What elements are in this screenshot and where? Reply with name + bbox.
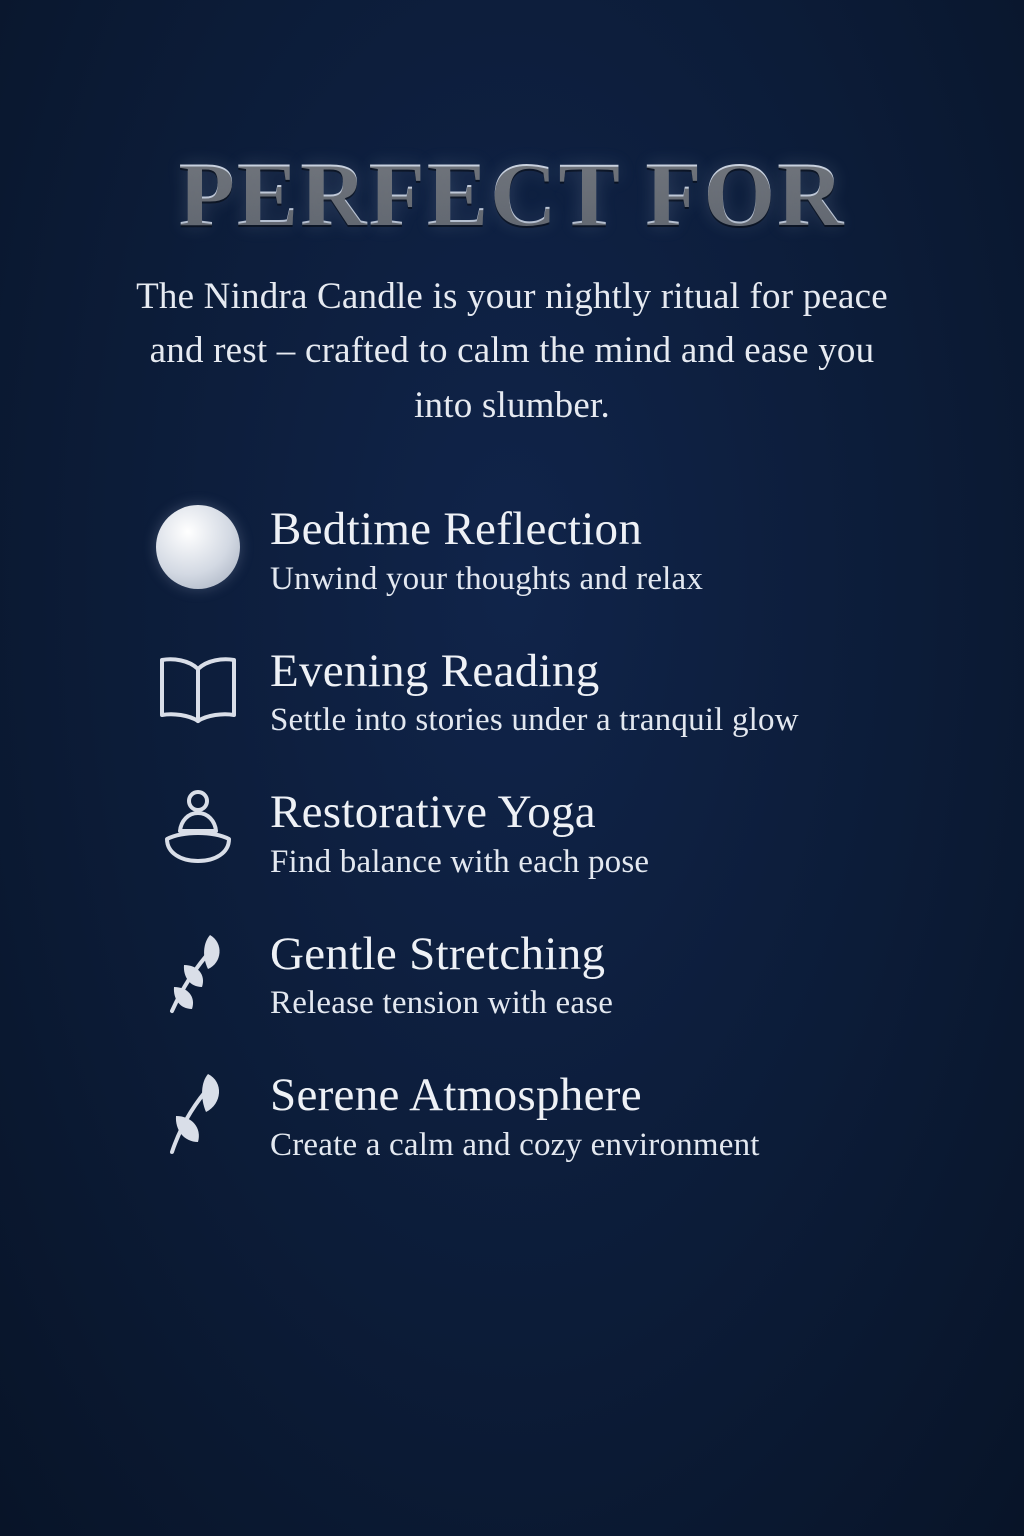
list-item-text: [270, 643, 1024, 741]
list-item: [0, 1067, 1024, 1165]
list-item-text: [270, 784, 1024, 882]
leaf-sprig-icon: [150, 1067, 246, 1159]
meditating-person-icon: [150, 784, 246, 876]
list-item-text: [270, 501, 1024, 599]
list-item-title: Evening Reading: [270, 644, 600, 697]
list-item-subtitle: Settle into stories under a tranquil glow: [270, 702, 799, 739]
list-item-subtitle: Create a calm and cozy environment: [270, 1127, 760, 1163]
list-item-title: Restorative Yoga: [270, 786, 596, 839]
open-book-icon: [150, 643, 246, 735]
benefits-list: [0, 501, 1024, 1165]
leaf-branch-icon: [150, 926, 246, 1018]
list-item-title: Bedtime Reflection: [270, 503, 643, 556]
list-item-text: [270, 1067, 1024, 1165]
list-item: [0, 501, 1024, 599]
intro-paragraph: The Nindra Candle is your nightly ritual for peace and rest – crafted to calm the mind and ease you into slumber.: [136, 276, 888, 426]
moon-circle-icon: [150, 501, 246, 593]
list-item-text: [270, 926, 1024, 1024]
list-item: [0, 926, 1024, 1024]
list-item-subtitle: Unwind your thoughts and relax: [270, 560, 704, 597]
page-title: PERFECT FOR: [0, 0, 1024, 240]
list-item-title: Serene Atmosphere: [270, 1069, 642, 1122]
list-item-subtitle: Release tension with ease: [270, 985, 614, 1022]
list-item: [0, 784, 1024, 882]
list-item-title: Gentle Stretching: [270, 927, 606, 980]
list-item: [0, 643, 1024, 741]
list-item-subtitle: Find balance with each pose: [270, 843, 650, 880]
